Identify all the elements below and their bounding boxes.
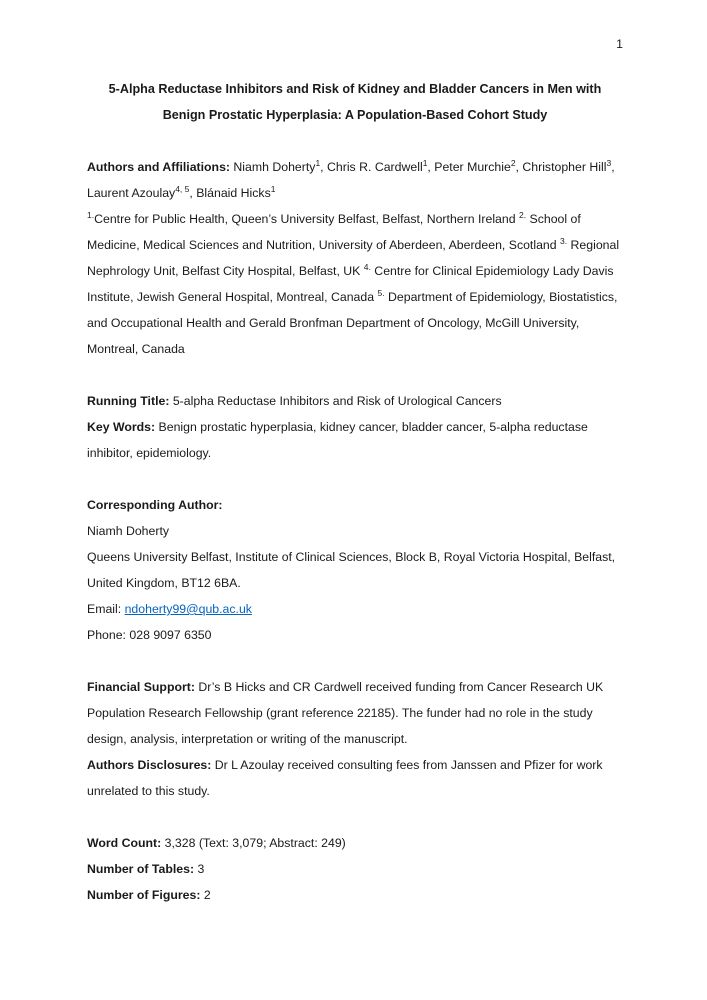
corresponding-author-name: Niamh Doherty	[87, 524, 170, 538]
corresponding-author-phone-line	[87, 622, 623, 648]
author-superscript: 1	[422, 157, 428, 168]
paper-title: 5-Alpha Reductase Inhibitors and Risk of Kidney and Bladder Cancers in Men with Benign Prostatic Hyperplasia: A Population-Based Cohort Study	[108, 82, 602, 122]
financial-support-label: Financial Support:	[87, 680, 195, 694]
affiliation: $^{5.}$ Department of Epidemiology, Biostatistics, and Occupational Health and Gerald Bronfman Department of Oncology, McGill University, Montreal, Canada	[87, 287, 618, 356]
author: Peter Murchie$^2$,	[434, 157, 523, 174]
authors-paragraph	[87, 154, 623, 206]
email-link[interactable]: ndoherty99@qub.ac.uk	[124, 602, 252, 616]
affiliation-superscript: 4.	[363, 261, 371, 272]
author: Christopher Hill$^3$,	[522, 157, 615, 174]
phone-number: 028 9097 6350	[129, 628, 212, 642]
authors-disclosures-text: Dr L Azoulay received consulting fees from Janssen and Pfizer for work unrelated to this study.	[87, 758, 603, 798]
authors-disclosures-label: Authors Disclosures:	[87, 758, 212, 772]
financial-support-text: Dr’s B Hicks and CR Cardwell received funding from Cancer Research UK Population Research Fellowship (grant reference 22185). The funder had no role in the study design, analysis, interpretation or writing of the manuscript.	[87, 680, 604, 746]
affiliation-superscript: 1.	[87, 209, 95, 220]
affiliation-superscript: 5.	[377, 287, 385, 298]
affiliations-paragraph	[87, 206, 623, 362]
author: Niamh Doherty$^1$,	[230, 157, 328, 174]
affiliation: $^{1.}$Centre for Public Health, Queen’s University Belfast, Belfast, Northern Ireland	[87, 209, 519, 226]
email-label: Email:	[87, 602, 125, 616]
authors-label: Authors and Affiliations:	[87, 160, 230, 174]
key-words-label: Key Words:	[87, 420, 156, 434]
word-count-line	[87, 830, 623, 856]
author-superscript: 2	[510, 157, 516, 168]
word-count-value: 3,328 (Text: 3,079; Abstract: 249)	[161, 836, 346, 850]
corresponding-author-label: Corresponding Author:	[87, 498, 223, 512]
affiliation: $^{2.}$ School of Medicine, Medical Sciences and Nutrition, University of Aberdeen, Aberdeen, Scotland	[87, 209, 581, 252]
key-words-paragraph	[87, 414, 623, 466]
author: Laurent Azoulay$^{4, 5}$,	[87, 183, 197, 200]
affiliation: $^{3.}$ Regional Nephrology Unit, Belfast City Hospital, Belfast, UK	[87, 235, 620, 278]
number-of-tables-label: Number of Tables:	[87, 862, 195, 876]
affiliation-superscript: 3.	[560, 235, 568, 246]
affiliation-superscript: 2.	[519, 209, 527, 220]
running-title-paragraph	[87, 388, 623, 414]
number-of-figures-line	[87, 882, 623, 908]
affiliation: $^{4.}$ Centre for Clinical Epidemiology Lady Davis Institute, Jewish General Hospital, Montreal, Canada	[87, 261, 614, 304]
number-of-tables-value: 3	[194, 862, 205, 876]
corresponding-author-email-line	[87, 596, 623, 622]
running-title-label: Running Title:	[87, 394, 170, 408]
number-of-tables-line	[87, 856, 623, 882]
authors-disclosures-paragraph	[87, 752, 623, 804]
word-count-label: Word Count:	[87, 836, 162, 850]
author-superscript: 4, 5	[175, 183, 190, 194]
number-of-figures-value: 2	[200, 888, 211, 902]
financial-support-paragraph	[87, 674, 623, 752]
author-superscript: 1	[315, 157, 321, 168]
phone-label: Phone:	[87, 628, 130, 642]
author-superscript: 3	[606, 157, 612, 168]
corresponding-author-address: Queens University Belfast, Institute of Clinical Sciences, Block B, Royal Victoria Hospital, Belfast, United Kingdom, BT12 6BA.	[87, 550, 616, 590]
key-words-text: Benign prostatic hyperplasia, kidney cancer, bladder cancer, 5-alpha reductase inhibitor, epidemiology.	[87, 420, 588, 460]
author: Chris R. Cardwell$^1$,	[327, 157, 435, 174]
author-superscript: 1	[270, 183, 276, 194]
author: Blánaid Hicks$^1$	[196, 183, 276, 200]
running-title-text: 5-alpha Reductase Inhibitors and Risk of Urological Cancers	[169, 394, 502, 408]
number-of-figures-label: Number of Figures:	[87, 888, 201, 902]
page-number: 1	[616, 37, 623, 51]
